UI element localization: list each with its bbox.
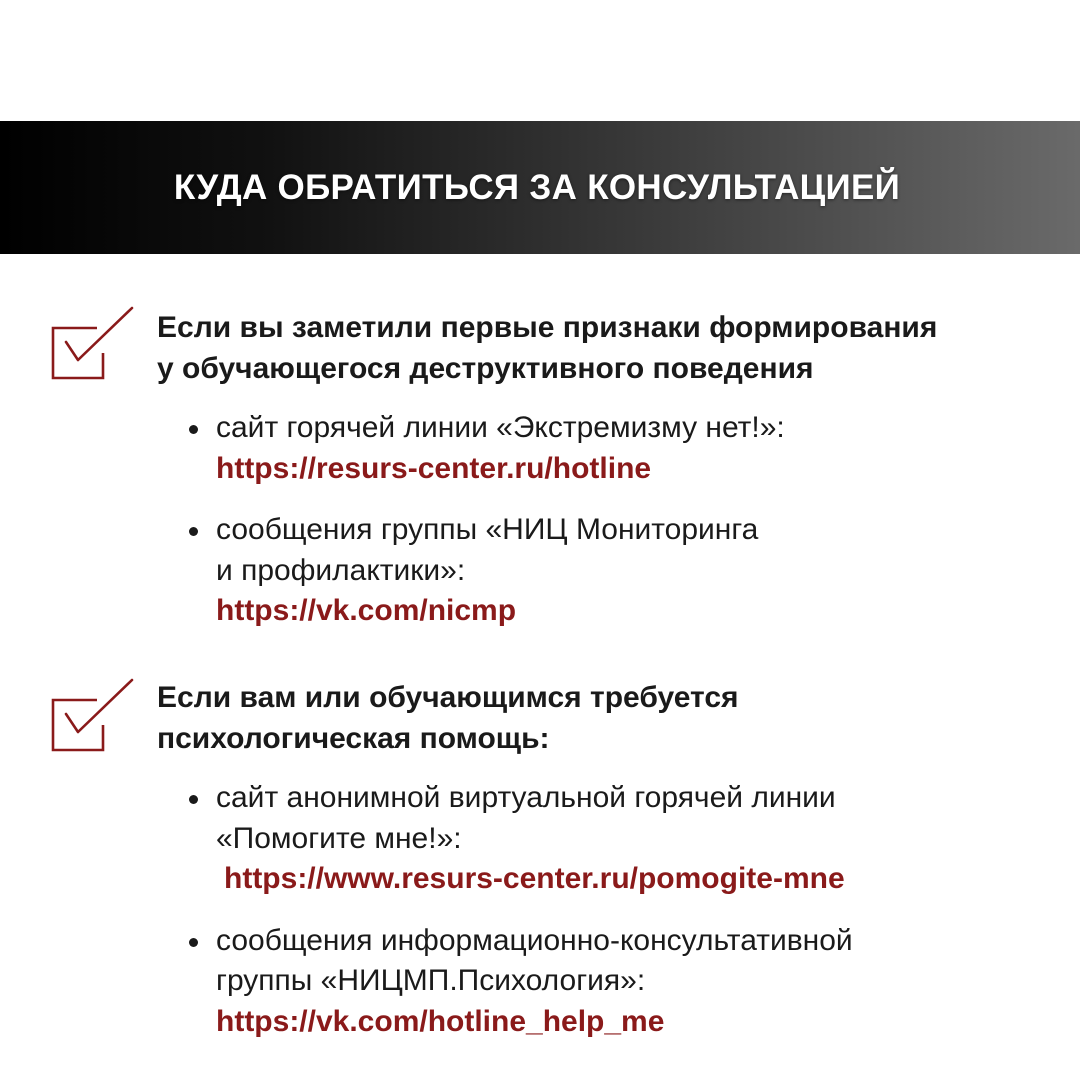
pomogite-mne-link[interactable]: https://www.resurs-center.ru/pomogite-mne xyxy=(224,862,845,895)
section-heading-line: у обучающегося деструктивного поведения xyxy=(157,352,814,385)
checkbox-checked-icon xyxy=(50,677,134,753)
list-item xyxy=(186,408,1066,489)
header-banner xyxy=(0,121,1080,254)
section-heading-line: психологическая помощь: xyxy=(157,722,550,755)
item-text: сайт анонимной виртуальной горячей линии xyxy=(216,781,836,814)
section-heading-line: Если вам или обучающимся требуется xyxy=(157,681,739,714)
vk-hotline-link[interactable]: https://vk.com/hotline_help_me xyxy=(216,1004,665,1038)
hotline-link[interactable]: https://resurs-center.ru/hotline xyxy=(216,451,652,485)
list-item xyxy=(186,510,1066,632)
checkbox-checked-icon xyxy=(50,305,134,381)
section-heading xyxy=(157,307,1057,389)
item-text: сайт горячей линии «Экстремизму нет!»: xyxy=(216,411,785,444)
section-heading xyxy=(157,677,1057,759)
item-text: и профилактики»: xyxy=(216,553,466,587)
item-text: группы «НИЦМП.Психология»: xyxy=(216,964,646,997)
section-heading-line: Если вы заметили первые признаки формирования xyxy=(157,311,938,344)
list-item xyxy=(186,921,1066,1043)
item-text: сообщения группы «НИЦ Мониторинга xyxy=(216,513,759,546)
vk-nicmp-link[interactable]: https://vk.com/nicmp xyxy=(216,594,517,627)
resource-list xyxy=(186,408,1066,632)
item-text: «Помогите мне!»: xyxy=(216,821,462,855)
page-title: КУДА ОБРАТИТЬСЯ ЗА КОНСУЛЬТАЦИЕЙ xyxy=(173,167,901,207)
resource-list xyxy=(186,778,1066,1042)
item-text: сообщения информационно-консультативной xyxy=(216,923,853,957)
list-item xyxy=(186,778,1066,900)
